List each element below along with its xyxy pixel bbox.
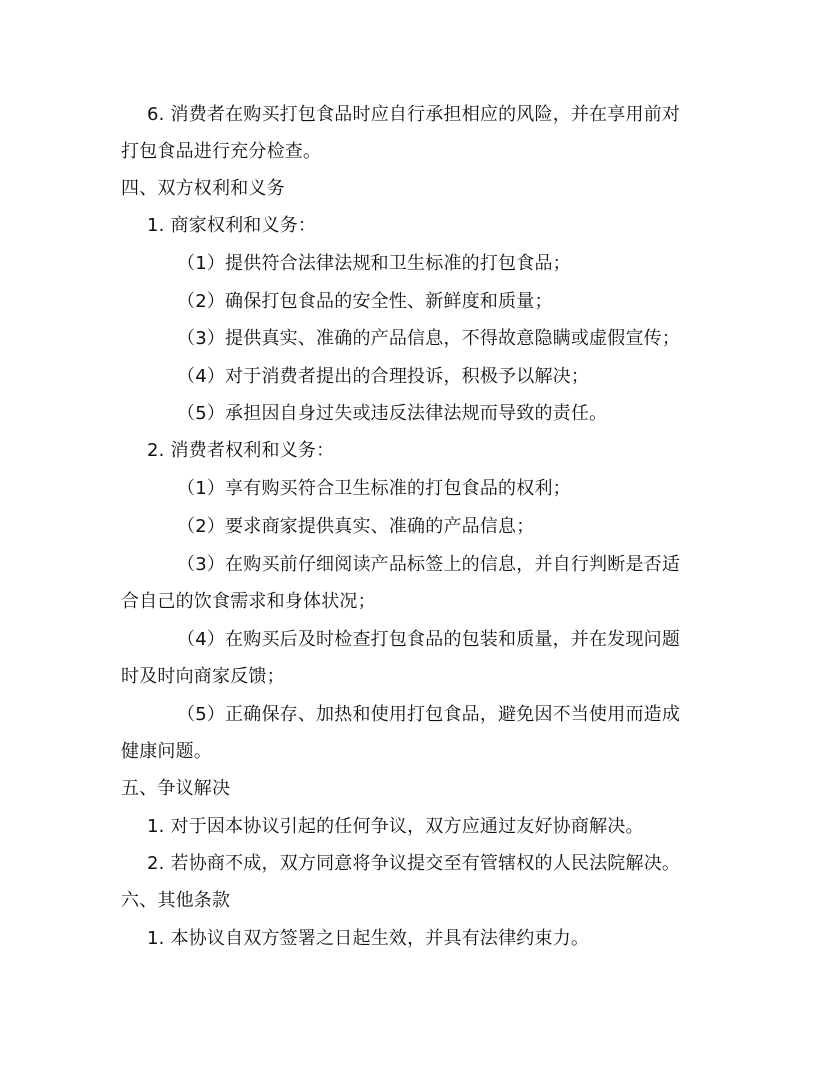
consumer-item-2: （2）要求商家提供真实、准确的产品信息； — [177, 516, 535, 537]
consumer-rights-heading: 2. 消费者权利和义务： — [147, 440, 335, 461]
merchant-item-2: （2）确保打包食品的安全性、新鲜度和质量； — [177, 291, 553, 312]
consumer-item-1: （1）享有购买符合卫生标准的打包食品的权利； — [177, 478, 571, 499]
other-terms-item-1: 1. 本协议自双方签署之日起生效，并具有法律约束力。 — [147, 928, 590, 949]
consumer-item-5-line-2: 健康问题。 — [121, 741, 212, 762]
consumer-item-3-line-1: （3）在购买前仔细阅读产品标签上的信息，并自行判断是否适 — [177, 554, 681, 575]
consumer-item-4-line-2: 时及时向商家反馈； — [121, 666, 285, 687]
clause-6-line-2: 打包食品进行充分检查。 — [121, 141, 322, 162]
clause-6-line-1: 6. 消费者在购买打包食品时应自行承担相应的风险，并在享用前对 — [147, 104, 681, 125]
dispute-item-1: 1. 对于因本协议引起的任何争议，双方应通过友好协商解决。 — [147, 816, 644, 837]
consumer-item-3-line-2: 合自己的饮食需求和身体状况； — [121, 591, 376, 612]
merchant-item-3: （3）提供真实、准确的产品信息，不得故意隐瞒或虚假宣传； — [177, 328, 681, 349]
merchant-item-5: （5）承担因自身过失或违反法律法规而导致的责任。 — [177, 403, 608, 424]
consumer-item-4-line-1: （4）在购买后及时检查打包食品的包装和质量，并在发现问题 — [177, 629, 681, 650]
merchant-item-1: （1）提供符合法律法规和卫生标准的打包食品； — [177, 253, 571, 274]
merchant-item-4: （4）对于消费者提出的合理投诉，积极予以解决； — [177, 366, 590, 387]
section-5-heading: 五、争议解决 — [121, 778, 231, 799]
merchant-rights-heading: 1. 商家权利和义务： — [147, 215, 317, 236]
consumer-item-5-line-1: （5）正确保存、加热和使用打包食品，避免因不当使用而造成 — [177, 704, 681, 725]
section-4-heading: 四、双方权利和义务 — [121, 178, 285, 199]
dispute-item-2: 2. 若协商不成，双方同意将争议提交至有管辖权的人民法院解决。 — [147, 853, 681, 874]
section-6-heading: 六、其他条款 — [121, 890, 231, 911]
